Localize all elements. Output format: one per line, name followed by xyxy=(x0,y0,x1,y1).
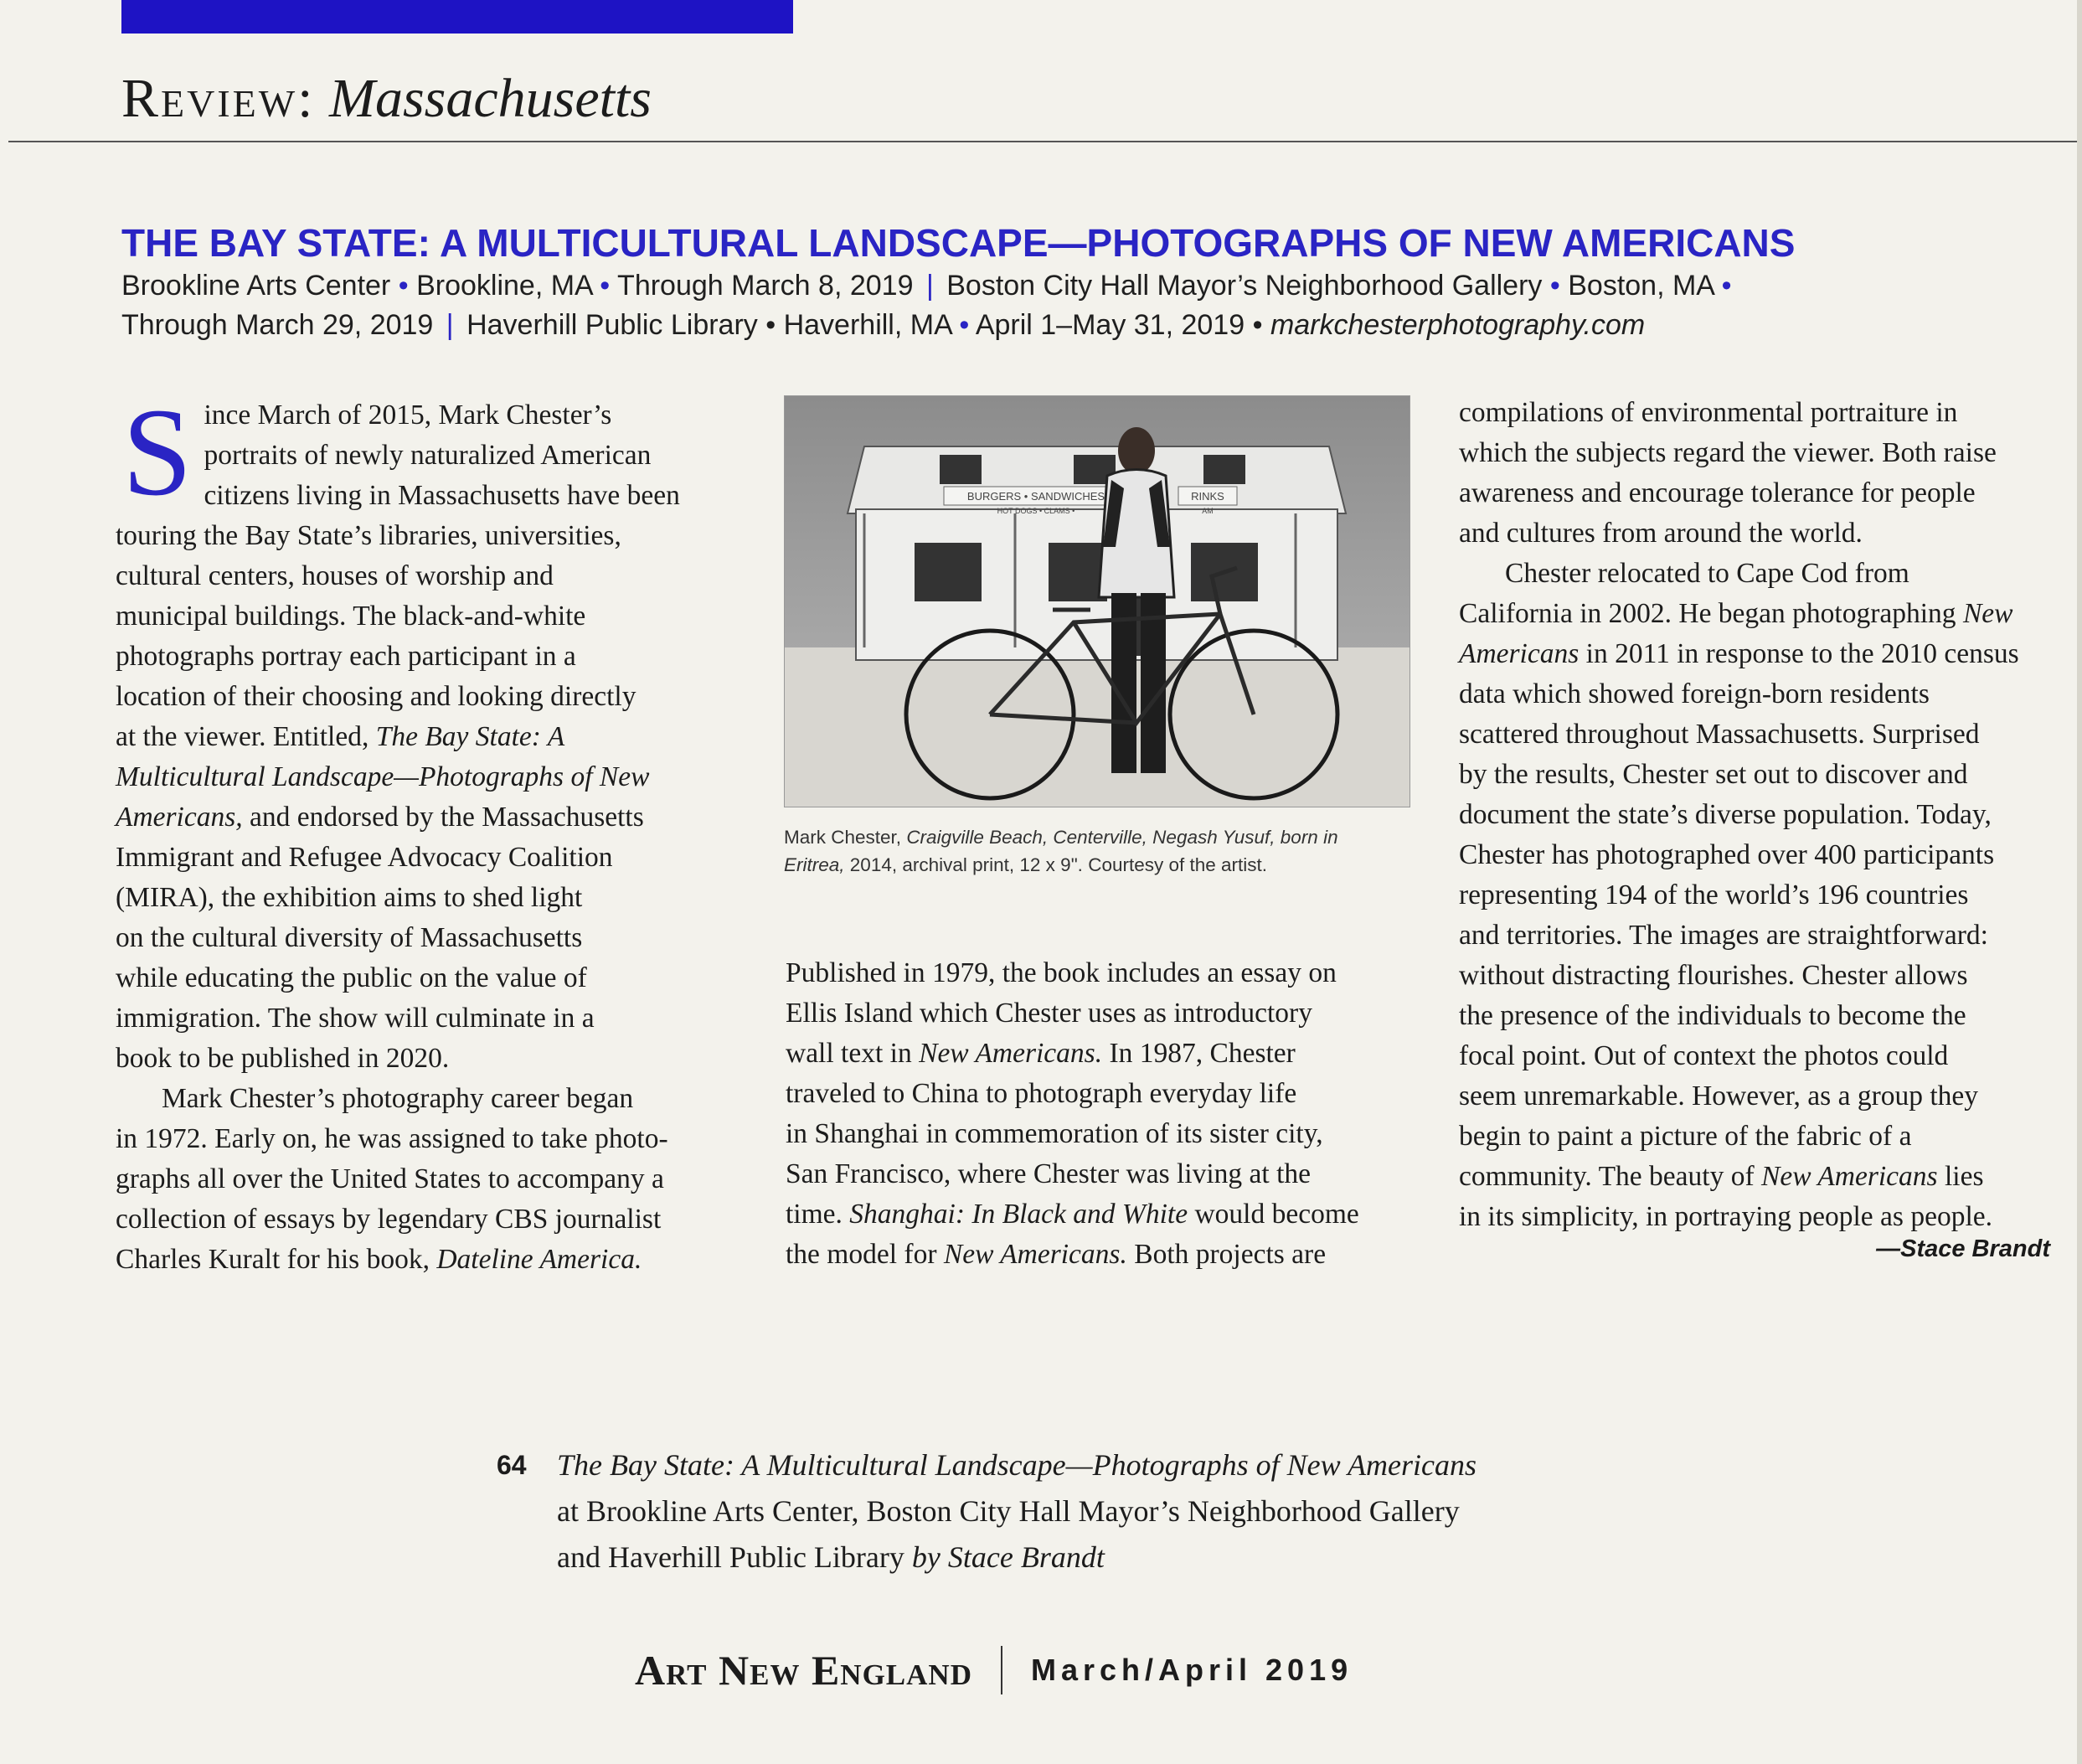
venue-3-city: Haverhill, MA xyxy=(783,309,951,341)
section-header xyxy=(121,65,652,132)
text-line: while educating the public on the value of xyxy=(116,962,587,993)
text-line xyxy=(116,797,752,838)
sign-text: AM xyxy=(1202,507,1214,515)
text-line: ince March of 2015, Mark Chester’s xyxy=(204,400,612,431)
article-column-3 xyxy=(1459,393,2079,1237)
text-line: scattered throughout Massachusetts. Surprised xyxy=(1459,719,1980,750)
footer-divider xyxy=(1001,1646,1002,1694)
paragraph xyxy=(116,383,752,1079)
text-span: Charles Kuralt for his book, xyxy=(116,1244,430,1275)
text-line: citizens living in Massachusetts have been xyxy=(204,480,680,511)
text-line: Ellis Island which Chester uses as introductory xyxy=(786,998,1312,1029)
text-span: and Haverhill Public Library xyxy=(557,1540,904,1574)
section-label: Review: xyxy=(121,68,316,129)
text-span: community. The beauty of xyxy=(1459,1161,1755,1192)
text-line: without distracting flourishes. Chester allows xyxy=(1459,960,1968,991)
text-line: book to be published in 2020. xyxy=(116,1043,450,1074)
drop-cap: S xyxy=(122,383,193,522)
toc-page-number: 64 xyxy=(497,1450,527,1480)
toc-author: by Stace Brandt xyxy=(911,1540,1105,1574)
text-line: San Francisco, where Chester was living at the xyxy=(786,1158,1312,1189)
text-span: the model for xyxy=(786,1239,937,1270)
text-line: seem unremarkable. However, as a group they xyxy=(1459,1081,1979,1112)
text-span: time. xyxy=(786,1199,843,1230)
text-line xyxy=(1459,1157,2079,1197)
sign-text: RINKS xyxy=(1191,490,1224,503)
text-line xyxy=(116,1240,752,1280)
toc-text xyxy=(557,1442,1476,1581)
text-line: Chester has photographed over 400 participants xyxy=(1459,839,1995,870)
caption-line xyxy=(784,851,1409,879)
venue-2-name: Boston City Hall Mayor’s Neighborhood Gallery xyxy=(946,270,1543,302)
header-rule xyxy=(8,141,2082,142)
text-line: document the state’s diverse population. Today, xyxy=(1459,799,1992,830)
book-title: New Americans. xyxy=(919,1038,1103,1069)
text-line: and cultures from around the world. xyxy=(1459,518,1863,549)
venue-line-1: Brookline Arts Center • Brookline, MA • Through March 8, 2019 | Boston City Hall Mayor’s Neighborhood Gallery • Boston, MA • xyxy=(121,270,1732,302)
text-line: collection of essays by legendary CBS journalist xyxy=(116,1204,662,1235)
venue-3-name: Haverhill Public Library xyxy=(466,309,758,341)
text-line xyxy=(116,717,752,757)
text-line: immigration. The show will culminate in a xyxy=(116,1003,595,1034)
caption-title: Eritrea, xyxy=(784,854,845,875)
venue-1-city: Brookline, MA xyxy=(416,270,592,302)
caption-title: Craigville Beach, Centerville, Negash Yusuf, born in xyxy=(906,827,1338,848)
text-line: cultural centers, houses of worship and xyxy=(116,560,554,591)
book-title: New Americans xyxy=(1760,1161,1938,1192)
text-span: and endorsed by the Massachusetts xyxy=(250,802,644,833)
venue-2-dates: Through March 29, 2019 xyxy=(121,309,434,341)
section-state: Massachusetts xyxy=(329,68,652,129)
venue-line-2: Through March 29, 2019 | Haverhill Public Library • Haverhill, MA • April 1–May 31, 2019 • markchesterphotography.com xyxy=(121,309,1646,341)
book-title: Shanghai: In Black and White xyxy=(849,1199,1188,1230)
text-line: (MIRA), the exhibition aims to shed light xyxy=(116,882,583,913)
text-line xyxy=(786,1235,1422,1275)
venue-2-city: Boston, MA xyxy=(1568,270,1714,302)
text-line: touring the Bay State’s libraries, universities, xyxy=(116,520,621,551)
header-color-bar xyxy=(121,0,793,34)
text-span: in 2011 in response to the 2010 census xyxy=(1585,638,2019,669)
text-span: at the viewer. Entitled, xyxy=(116,721,369,752)
text-line: in Shanghai in commemoration of its sister city, xyxy=(786,1118,1323,1149)
text-line: the presence of the individuals to become the xyxy=(1459,1000,1966,1031)
caption-artist: Mark Chester, xyxy=(784,827,902,848)
caption-details: 2014, archival print, 12 x 9". Courtesy of the artist. xyxy=(849,854,1268,875)
text-span: In 1987, Chester xyxy=(1109,1038,1296,1069)
text-line: on the cultural diversity of Massachusetts xyxy=(116,922,583,953)
magazine-name: Art New England xyxy=(635,1647,972,1694)
text-line: Mark Chester’s photography career began xyxy=(162,1083,634,1114)
text-line: begin to paint a picture of the fabric of a xyxy=(1459,1121,1912,1152)
text-span: Both projects are xyxy=(1134,1239,1327,1270)
text-line: representing 194 of the world’s 196 countries xyxy=(1459,879,1969,910)
venue-1-dates: Through March 8, 2019 xyxy=(617,270,914,302)
text-line xyxy=(786,1194,1422,1235)
paragraph xyxy=(1459,393,2079,554)
book-title: Americans xyxy=(1459,638,1580,669)
text-span: lies xyxy=(1944,1161,1984,1192)
book-title: New Americans. xyxy=(943,1239,1127,1270)
author-byline: —Stace Brandt xyxy=(1876,1235,2050,1262)
text-line: by the results, Chester set out to discover and xyxy=(1459,759,1968,790)
article-column-2 xyxy=(786,953,1422,1275)
caption-line xyxy=(784,823,1409,851)
text-line xyxy=(786,1034,1422,1074)
text-line: photographs portray each participant in a xyxy=(116,641,576,672)
text-line: which the subjects regard the viewer. Both raise xyxy=(1459,437,1997,468)
website-url: markchesterphotography.com xyxy=(1270,309,1646,341)
magazine-footer xyxy=(635,1646,1353,1705)
article-column-1 xyxy=(116,383,752,1280)
sign-text: BURGERS • SANDWICHES xyxy=(966,490,1105,503)
text-line: awareness and encourage tolerance for people xyxy=(1459,477,1976,508)
venue-1-name: Brookline Arts Center xyxy=(121,270,391,302)
text-line: in its simplicity, in portraying people as people. xyxy=(1459,1201,1993,1232)
issue-date: March/April 2019 xyxy=(1030,1653,1353,1687)
text-line: and territories. The images are straightforward: xyxy=(1459,920,1988,951)
article-photo xyxy=(784,395,1410,807)
text-line: Published in 1979, the book includes an essay on xyxy=(786,957,1337,988)
toc-venues xyxy=(557,1534,1476,1581)
text-line: portraits of newly naturalized American xyxy=(204,440,652,471)
text-line: graphs all over the United States to accompany a xyxy=(116,1163,664,1194)
exhibition-title: Americans, xyxy=(116,802,243,833)
venue-listing xyxy=(121,266,2073,345)
toc-title: The Bay State: A Multicultural Landscape—Photographs of New Americans xyxy=(557,1448,1476,1482)
text-span: would become xyxy=(1194,1199,1359,1230)
text-line xyxy=(1459,594,2079,634)
text-line: Immigrant and Refugee Advocacy Coalition xyxy=(116,842,613,873)
text-span: California in 2002. He began photographing xyxy=(1459,598,1956,629)
paragraph xyxy=(1459,554,2079,1237)
photo-caption xyxy=(784,823,1409,879)
text-line: in 1972. Early on, he was assigned to take photo- xyxy=(116,1123,668,1154)
exhibition-title: Multicultural Landscape—Photographs of New xyxy=(116,761,650,792)
text-line: focal point. Out of context the photos could xyxy=(1459,1040,1949,1071)
sign-text: HOT DOGS • CLAMS • xyxy=(997,507,1075,515)
article-headline: THE BAY STATE: A MULTICULTURAL LANDSCAPE—PHOTOGRAPHS OF NEW AMERICANS xyxy=(121,221,1796,265)
book-title: Dateline America. xyxy=(436,1244,642,1275)
text-line: location of their choosing and looking directly xyxy=(116,681,636,712)
text-line xyxy=(1459,634,2079,674)
book-title: New xyxy=(1962,598,2013,629)
text-line: municipal buildings. The black-and-white xyxy=(116,601,586,632)
text-line: traveled to China to photograph everyday life xyxy=(786,1078,1297,1109)
text-line: compilations of environmental portraiture in xyxy=(1459,397,1958,428)
text-span: wall text in xyxy=(786,1038,912,1069)
text-line: data which showed foreign-born residents xyxy=(1459,678,1930,709)
toc-venues: at Brookline Arts Center, Boston City Hall Mayor’s Neighborhood Gallery xyxy=(557,1494,1460,1528)
venue-3-dates: April 1–May 31, 2019 xyxy=(975,309,1245,341)
text-line: Chester relocated to Cape Cod from xyxy=(1505,558,1909,589)
exhibition-title: The Bay State: A xyxy=(375,721,565,752)
paragraph xyxy=(116,1079,752,1280)
